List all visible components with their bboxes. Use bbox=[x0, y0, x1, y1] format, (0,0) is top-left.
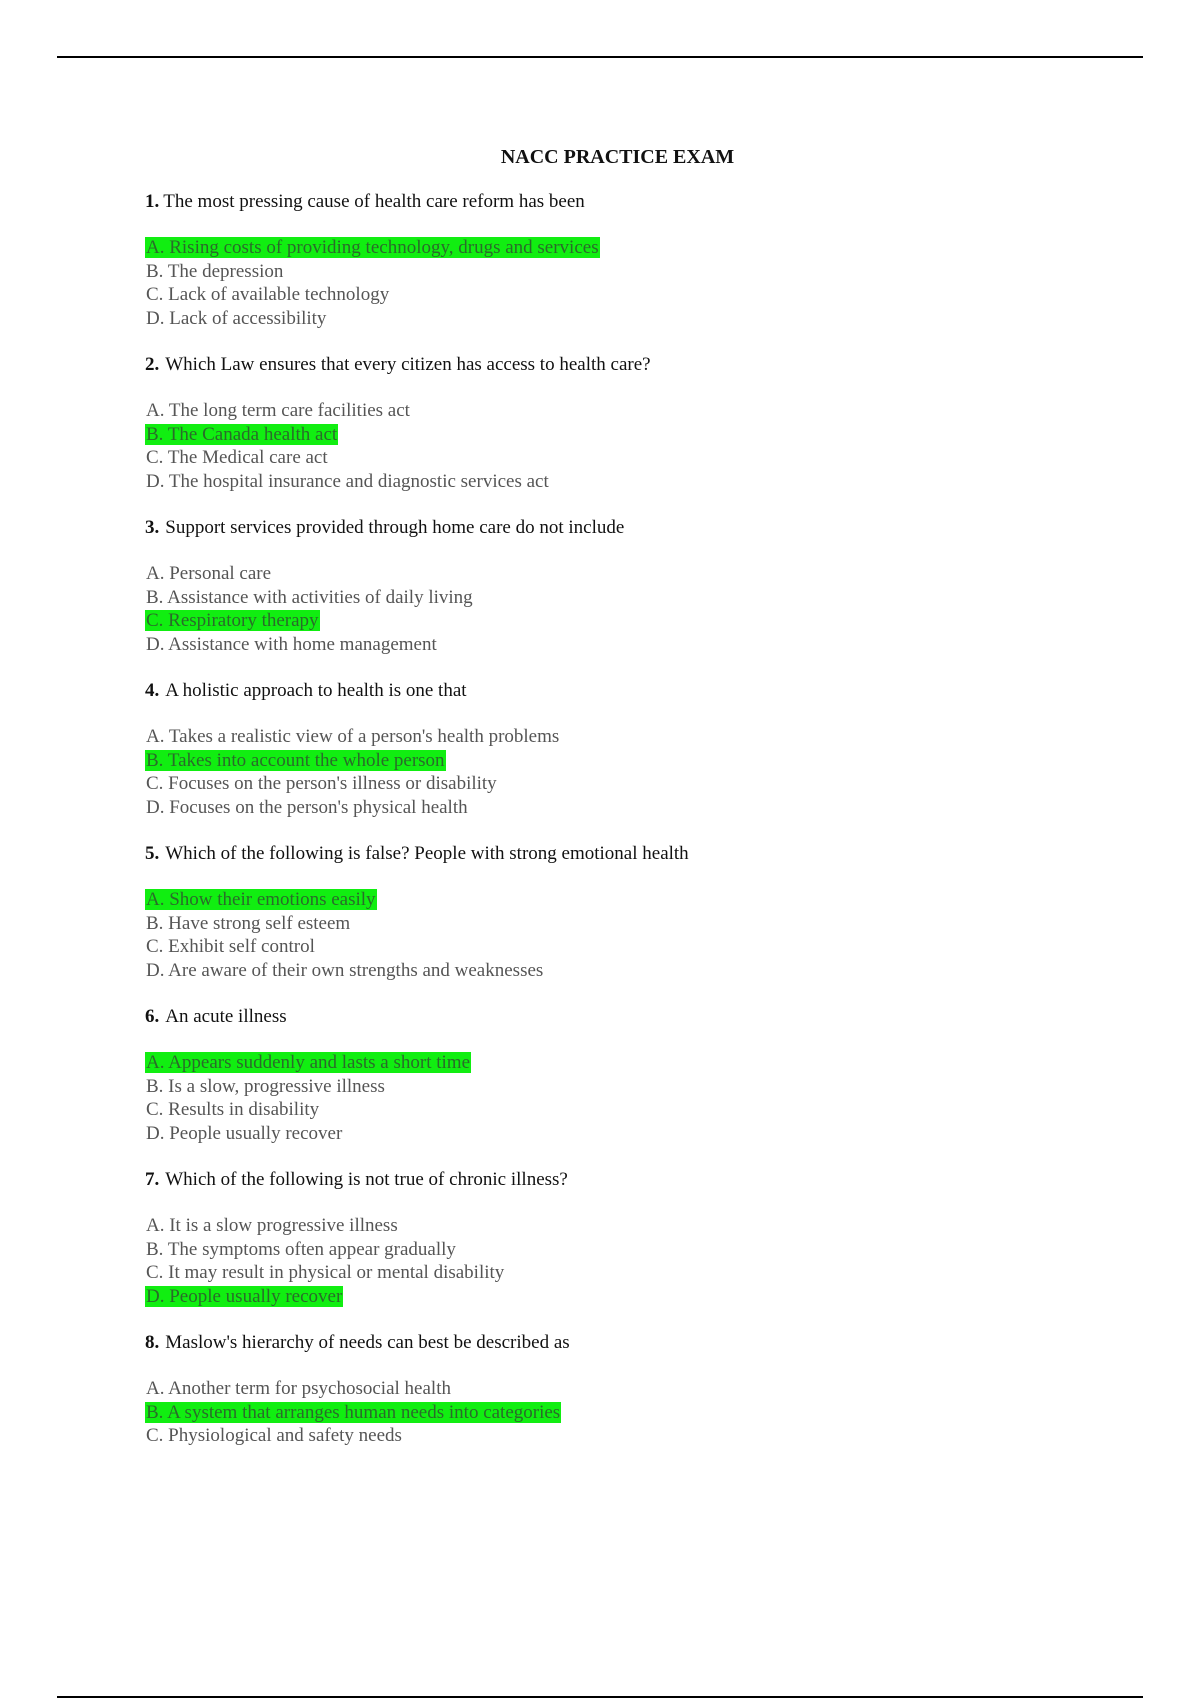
exam-page bbox=[145, 145, 1125, 1471]
answer-option-text: D. Focuses on the person's physical health bbox=[146, 796, 468, 818]
question-number: 7. bbox=[145, 1169, 160, 1190]
correct-answer-option bbox=[145, 1401, 1125, 1425]
answer-option-text: C. Lack of available technology bbox=[146, 284, 390, 305]
answer-option-text: B. The Canada health act bbox=[146, 423, 338, 445]
answer-option bbox=[145, 562, 1125, 586]
answer-option bbox=[145, 772, 1125, 796]
question-number: 4. bbox=[145, 680, 160, 701]
answer-option bbox=[145, 1098, 1125, 1122]
answer-option bbox=[145, 283, 1125, 307]
correct-answer-option bbox=[145, 236, 1125, 260]
answer-option-text: C. It may result in physical or mental disability bbox=[146, 1262, 505, 1283]
question-prompt: Which of the following is false? People with strong emotional health bbox=[165, 843, 689, 864]
question-4 bbox=[145, 679, 1125, 819]
answer-option-text: A. It is a slow progressive illness bbox=[146, 1215, 398, 1236]
answer-option-text: B. Is a slow, progressive illness bbox=[146, 1075, 385, 1097]
question-number: 6. bbox=[145, 1006, 160, 1027]
answer-option-text: D. People usually recover bbox=[146, 1285, 343, 1307]
answer-option bbox=[145, 1214, 1125, 1238]
correct-answer-option bbox=[145, 609, 1125, 633]
answer-options bbox=[145, 725, 1125, 819]
answer-option bbox=[145, 1261, 1125, 1285]
answer-options bbox=[145, 236, 1125, 330]
answer-options bbox=[145, 399, 1125, 493]
answer-option-text: B. The depression bbox=[146, 260, 284, 282]
answer-option-text: D. People usually recover bbox=[146, 1122, 343, 1144]
answer-option-text: B. Takes into account the whole person bbox=[146, 749, 445, 771]
question-number: 2. bbox=[145, 354, 160, 375]
answer-option bbox=[145, 1122, 1125, 1146]
question-list bbox=[145, 190, 1125, 1448]
question-prompt: Support services provided through home care do not include bbox=[165, 517, 625, 538]
answer-option bbox=[145, 1424, 1125, 1448]
answer-option-text: C. Focuses on the person's illness or disability bbox=[146, 773, 497, 794]
answer-option-text: C. Respiratory therapy bbox=[146, 610, 319, 631]
answer-option bbox=[145, 1238, 1125, 1262]
question-7 bbox=[145, 1168, 1125, 1308]
answer-option bbox=[145, 399, 1125, 423]
question-text bbox=[145, 842, 1125, 866]
answer-option bbox=[145, 260, 1125, 284]
question-text bbox=[145, 353, 1125, 377]
page-title: NACC PRACTICE EXAM bbox=[500, 146, 735, 168]
question-number: 1. bbox=[145, 191, 160, 212]
correct-answer-option bbox=[145, 1285, 1125, 1309]
answer-option bbox=[145, 796, 1125, 820]
question-prompt: Which Law ensures that every citizen has access to health care? bbox=[165, 354, 651, 375]
question-text bbox=[145, 190, 1125, 214]
answer-option-text: A. Personal care bbox=[146, 563, 272, 584]
answer-option-text: A. The long term care facilities act bbox=[146, 400, 410, 421]
answer-option-text: A. Appears suddenly and lasts a short time bbox=[146, 1052, 471, 1073]
question-prompt: Which of the following is not true of chronic illness? bbox=[165, 1169, 568, 1190]
answer-options bbox=[145, 562, 1125, 656]
question-text bbox=[145, 1331, 1125, 1355]
answer-option bbox=[145, 446, 1125, 470]
answer-option-text: A. Takes a realistic view of a person's health problems bbox=[146, 726, 560, 747]
answer-option-text: B. The symptoms often appear gradually bbox=[146, 1238, 456, 1260]
answer-option bbox=[145, 1075, 1125, 1099]
correct-answer-option bbox=[145, 888, 1125, 912]
question-number: 3. bbox=[145, 517, 160, 538]
answer-option-text: C. Results in disability bbox=[146, 1099, 320, 1120]
answer-option bbox=[145, 912, 1125, 936]
answer-options bbox=[145, 1214, 1125, 1308]
answer-option-text: D. Assistance with home management bbox=[146, 633, 437, 655]
question-8 bbox=[145, 1331, 1125, 1448]
correct-answer-option bbox=[145, 1051, 1125, 1075]
answer-option-text: A. Another term for psychosocial health bbox=[146, 1378, 451, 1399]
question-number: 5. bbox=[145, 843, 160, 864]
question-2 bbox=[145, 353, 1125, 493]
top-rule bbox=[57, 56, 1143, 58]
question-number: 8. bbox=[145, 1332, 160, 1353]
answer-option-text: B. Have strong self esteem bbox=[146, 912, 351, 934]
answer-option-text: C. Exhibit self control bbox=[146, 936, 315, 957]
correct-answer-option bbox=[145, 749, 1125, 773]
question-prompt: The most pressing cause of health care reform has been bbox=[163, 191, 585, 212]
answer-option bbox=[145, 935, 1125, 959]
answer-option bbox=[145, 586, 1125, 610]
answer-option bbox=[145, 470, 1125, 494]
bottom-rule bbox=[57, 1696, 1143, 1698]
question-3 bbox=[145, 516, 1125, 656]
answer-options bbox=[145, 1051, 1125, 1145]
answer-options bbox=[145, 888, 1125, 982]
answer-options bbox=[145, 1377, 1125, 1448]
answer-option bbox=[145, 725, 1125, 749]
question-prompt: Maslow's hierarchy of needs can best be described as bbox=[165, 1332, 570, 1353]
question-text bbox=[145, 1168, 1125, 1192]
answer-option-text: D. Are aware of their own strengths and weaknesses bbox=[146, 959, 544, 981]
question-text bbox=[145, 516, 1125, 540]
answer-option-text: C. The Medical care act bbox=[146, 447, 328, 468]
answer-option bbox=[145, 959, 1125, 983]
question-prompt: A holistic approach to health is one that bbox=[165, 680, 467, 701]
answer-option bbox=[145, 1377, 1125, 1401]
answer-option-text: A. Rising costs of providing technology, drugs and services bbox=[146, 237, 599, 258]
question-5 bbox=[145, 842, 1125, 982]
answer-option-text: D. The hospital insurance and diagnostic services act bbox=[146, 470, 549, 492]
correct-answer-option bbox=[145, 423, 1125, 447]
question-text bbox=[145, 1005, 1125, 1029]
question-1 bbox=[145, 190, 1125, 330]
question-6 bbox=[145, 1005, 1125, 1145]
answer-option-text: C. Physiological and safety needs bbox=[146, 1425, 402, 1446]
answer-option-text: D. Lack of accessibility bbox=[146, 307, 327, 329]
answer-option bbox=[145, 307, 1125, 331]
answer-option-text: B. A system that arranges human needs into categories bbox=[146, 1401, 561, 1423]
answer-option-text: A. Show their emotions easily bbox=[146, 889, 376, 910]
answer-option-text: B. Assistance with activities of daily living bbox=[146, 586, 473, 608]
answer-option bbox=[145, 633, 1125, 657]
question-prompt: An acute illness bbox=[165, 1006, 287, 1027]
question-text bbox=[145, 679, 1125, 703]
